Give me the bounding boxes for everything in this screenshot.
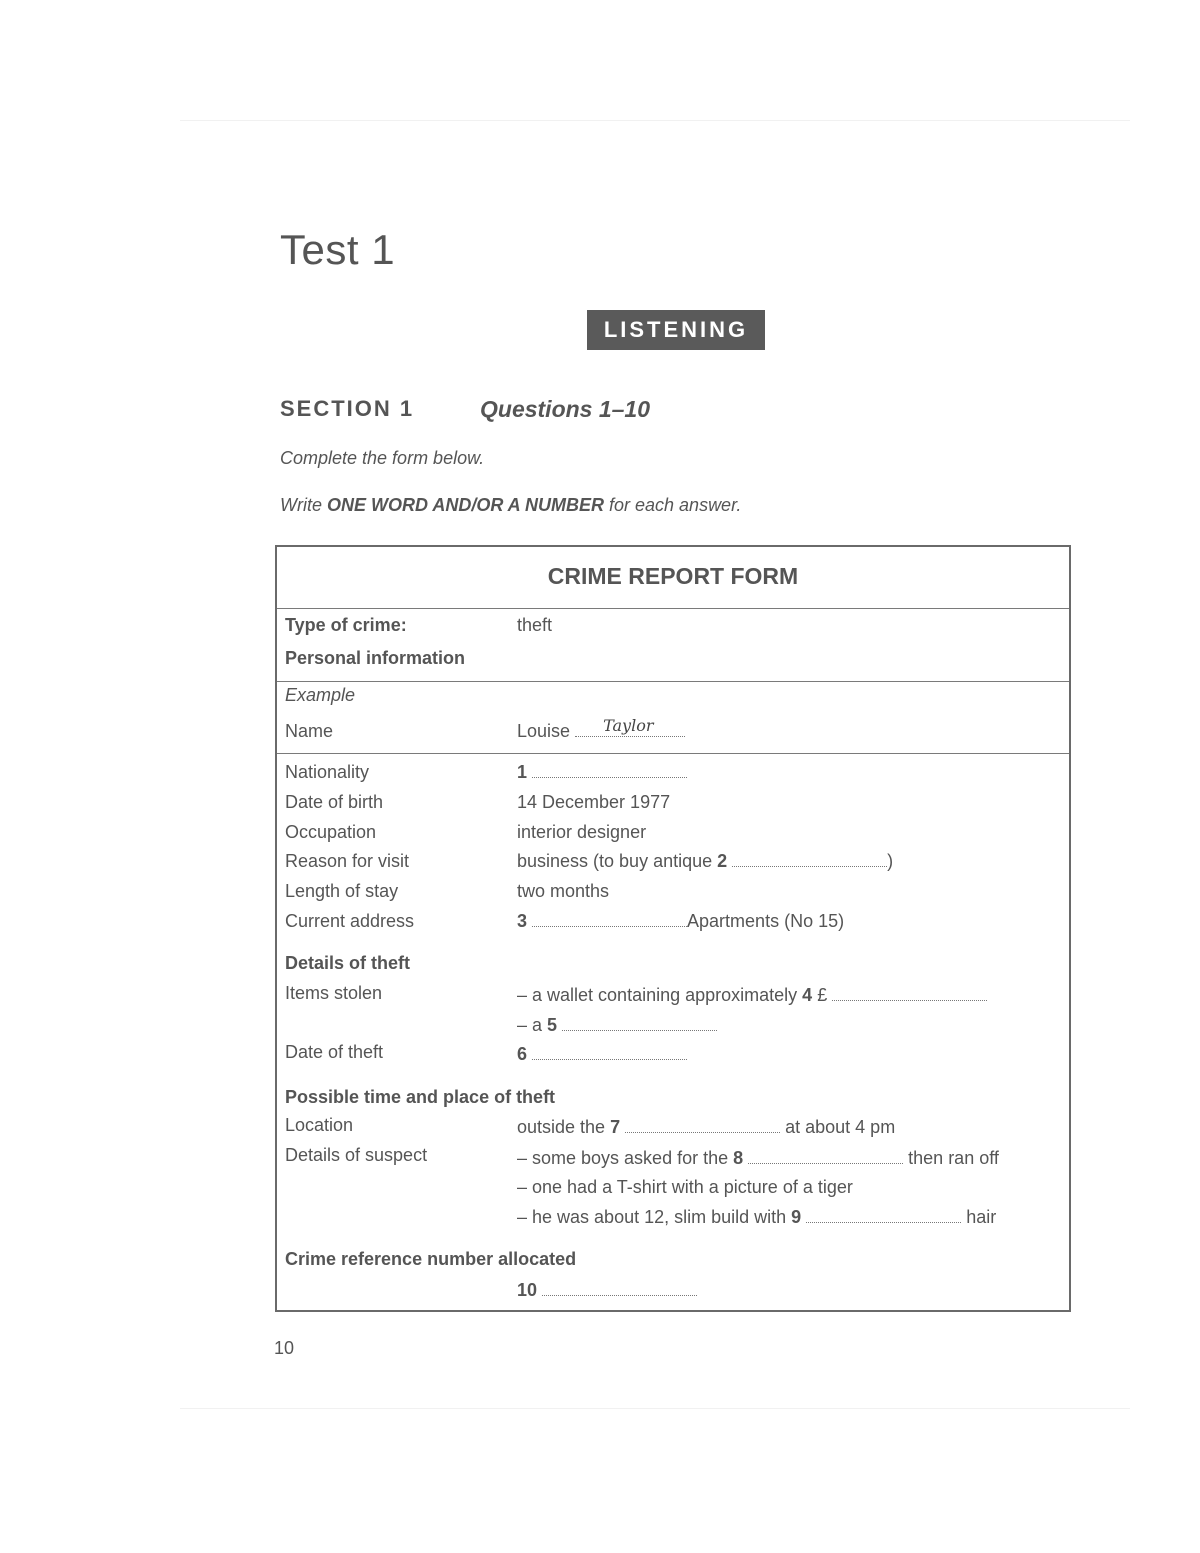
date-theft-answer[interactable] [517,1044,687,1065]
crime-report-form [275,545,1071,1312]
instruction-text: for each answer. [604,495,742,515]
suspect-text-end: then ran off [903,1148,999,1168]
suspect-text: – some boys asked for the [517,1148,734,1168]
question-number: 7 [610,1117,621,1137]
answer-blank[interactable] [562,1016,717,1031]
type-of-crime-label: Type of crime: [285,615,407,635]
possible-heading: Possible time and place of theft [285,1087,556,1107]
answer-blank[interactable] [532,763,687,778]
instruction-word-limit [280,495,741,516]
question-number: 1 [517,762,528,782]
item-1-answer[interactable] [517,985,987,1006]
form-divider [277,753,1069,754]
type-of-crime-value: theft [517,615,553,635]
occupation-label: Occupation [285,822,377,842]
reason-label: Reason for visit [285,851,410,871]
instruction-complete-form: Complete the form below. [280,448,485,468]
form-divider [277,608,1069,609]
personal-info-heading: Personal information [285,648,466,668]
ref-answer[interactable] [517,1280,697,1301]
suspect-1-answer[interactable] [517,1148,999,1169]
address-text: Apartments (No 15) [687,911,845,931]
reason-answer[interactable] [517,851,893,872]
name-label: Name [285,721,334,741]
suspect-text: – he was about 12, slim build with [517,1207,792,1227]
answer-blank[interactable] [806,1208,961,1223]
currency-symbol: £ [812,985,828,1005]
answer-blank[interactable] [532,912,687,927]
listening-badge: LISTENING [587,310,765,350]
question-number: 6 [517,1044,528,1064]
item-2-answer[interactable] [517,1015,717,1036]
first-name: Louise [517,721,571,741]
suspect-label: Details of suspect [285,1145,428,1165]
example-label: Example [285,685,356,705]
example-answer: Taylor [603,716,654,735]
reason-text: business (to buy antique [517,851,718,871]
dob-label: Date of birth [285,792,384,812]
form-title: CRIME REPORT FORM [547,563,799,589]
question-number: 2 [717,851,728,871]
nationality-label: Nationality [285,762,370,782]
stay-value: two months [517,881,610,901]
page-number: 10 [274,1338,295,1358]
item-text: – a [517,1015,548,1035]
items-label: Items stolen [285,983,383,1003]
ref-heading: Crime reference number allocated [285,1249,577,1269]
section-label: SECTION 1 [280,396,415,421]
location-answer[interactable] [517,1117,895,1138]
question-number: 9 [791,1207,802,1227]
date-theft-label: Date of theft [285,1042,384,1062]
item-text: – a wallet containing approximately [517,985,803,1005]
question-number: 4 [802,985,813,1005]
question-number: 3 [517,911,528,931]
question-number: 10 [517,1280,538,1300]
questions-range: Questions 1–10 [480,396,651,422]
address-answer[interactable] [517,911,844,932]
test-title: Test 1 [280,226,396,273]
form-divider [277,681,1069,682]
answer-blank[interactable] [832,986,987,1001]
answer-blank[interactable] [625,1118,780,1133]
dob-value: 14 December 1977 [517,792,671,812]
question-number: 5 [547,1015,558,1035]
answer-blank[interactable] [532,1045,687,1060]
instruction-emphasis: ONE WORD AND/OR A NUMBER [327,495,604,515]
details-heading: Details of theft [285,953,411,973]
instruction-text: Write [280,495,327,515]
address-label: Current address [285,911,415,931]
nationality-answer[interactable] [517,762,687,783]
stay-label: Length of stay [285,881,399,901]
answer-blank[interactable] [748,1149,903,1164]
occupation-value: interior designer [517,822,647,842]
name-value [517,716,685,742]
reason-text-end: ) [887,851,894,871]
location-text: outside the [517,1117,611,1137]
scan-artifact-line [180,1408,1130,1409]
suspect-text-end: hair [961,1207,997,1227]
suspect-3-answer[interactable] [517,1207,996,1228]
answer-blank[interactable] [542,1281,697,1296]
answer-blank[interactable] [732,852,887,867]
suspect-2-text: – one had a T-shirt with a picture of a tiger [517,1177,853,1197]
question-number: 8 [733,1148,744,1168]
scan-artifact-line [180,120,1130,121]
location-label: Location [285,1115,354,1135]
location-text-end: at about 4 pm [780,1117,896,1137]
example-answer-blank [575,716,685,737]
